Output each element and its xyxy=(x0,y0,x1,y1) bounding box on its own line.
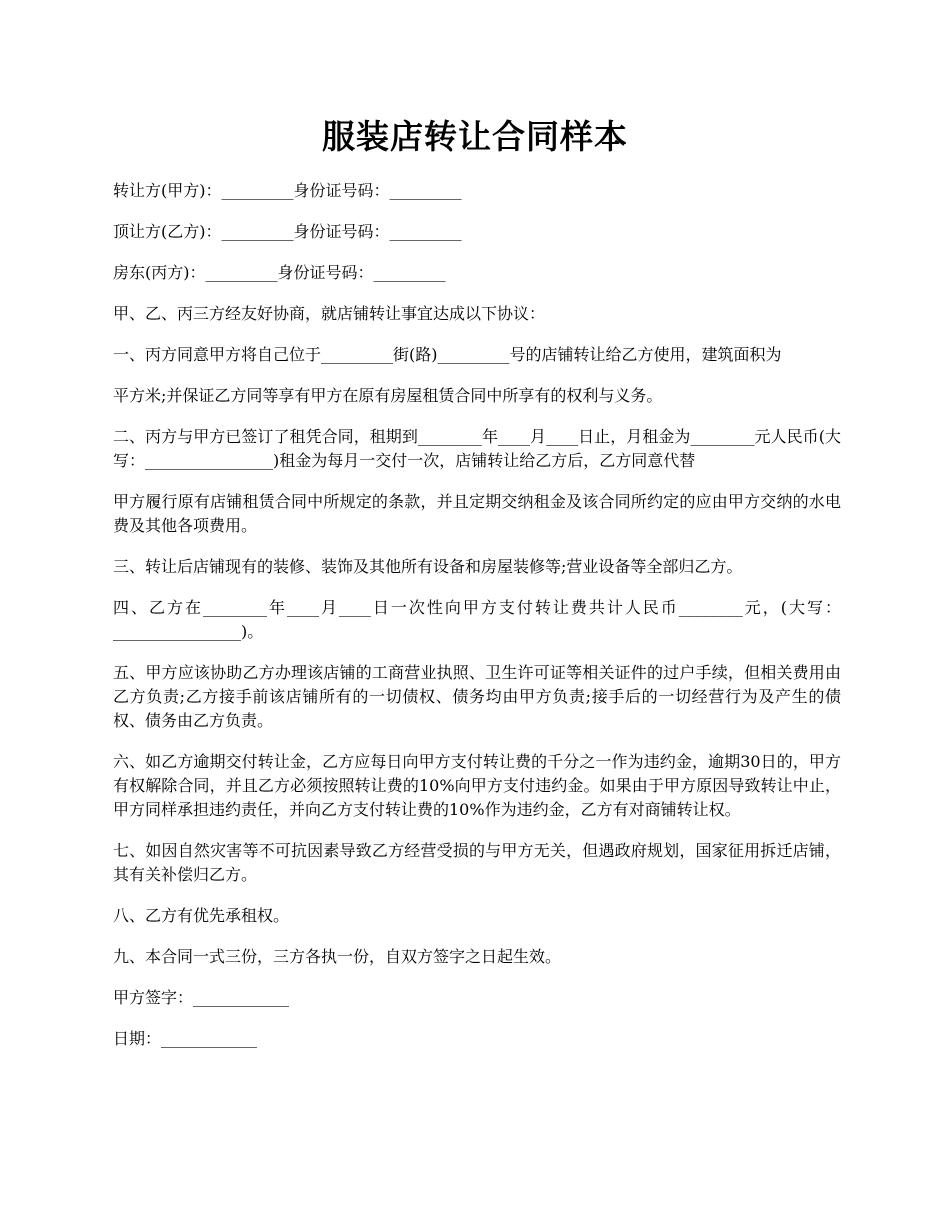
document-body xyxy=(113,179,841,1068)
clause-9: 九、本合同一式三份，三方各执一份，自双方签字之日起生效。 xyxy=(113,947,562,966)
clause-6: 六、如乙方逾期交付转让金，乙方应每日向甲方支付转让费的千分之一作为违约金，逾期30日的，甲方有权解除合同，并且乙方必须按照转让费的10%向甲方支付违约金。如果由于甲方原因导致转让中止，甲方同样承担违约责任，并向乙方支付转让费的10%作为违约金，乙方有对商铺转让权。 xyxy=(113,752,841,819)
party-b-line: 顶让方(乙方)：_________身份证号码：_________ xyxy=(113,222,462,241)
clause-2-continued: 甲方履行原有店铺租赁合同中所规定的条款，并且定期交纳租金及该合同所约定的应由甲方交纳的水电费及其他各项费用。 xyxy=(113,492,841,535)
clause-1-continued: 平方米;并保证乙方同等享有甲方在原有房屋租赁合同中所享有的权利与义务。 xyxy=(113,386,663,405)
clause-2: 二、丙方与甲方已签订了租凭合同，租期到________年____月____日止，月租金为________元人民币(大写：________________)租金为每月一交付一次，店铺转让给乙方后，乙方同意代替 xyxy=(113,427,841,470)
clause-5: 五、甲方应该协助乙方办理该店铺的工商营业执照、卫生许可证等相关证件的过户手续，但相关费用由乙方负责;乙方接手前该店铺所有的一切债权、债务均由甲方负责;接手后的一切经营行为及产生的债权、债务由乙方负责。 xyxy=(113,663,841,730)
party-a-signature-line: 甲方签字：____________ xyxy=(113,988,290,1007)
landlord-line: 房东(丙方)：_________身份证号码：_________ xyxy=(113,263,446,282)
clause-3: 三、转让后店铺现有的装修、装饰及其他所有设备和房屋装修等;营业设备等全部归乙方。 xyxy=(113,557,743,576)
clause-1: 一、丙方同意甲方将自己位于_________街(路)_________号的店铺转让给乙方使用，建筑面积为 xyxy=(113,345,782,364)
clause-4: 四、乙方在________年____月____日一次性向甲方支付转让费共计人民币________元，(大写：________________)。 xyxy=(113,598,841,641)
party-a-line: 转让方(甲方)：_________身份证号码：_________ xyxy=(113,181,462,200)
agreement-intro: 甲、乙、丙三方经友好协商，就店铺转让事宜达成以下协议： xyxy=(113,304,546,323)
clause-8: 八、乙方有优先承租权。 xyxy=(113,906,290,925)
date-line: 日期：____________ xyxy=(113,1029,258,1048)
clause-7: 七、如因自然灾害等不可抗因素导致乙方经营受损的与甲方无关，但遇政府规划，国家征用拆迁店铺，其有关补偿归乙方。 xyxy=(113,841,841,884)
document-title: 服装店转让合同样本 xyxy=(322,117,628,156)
